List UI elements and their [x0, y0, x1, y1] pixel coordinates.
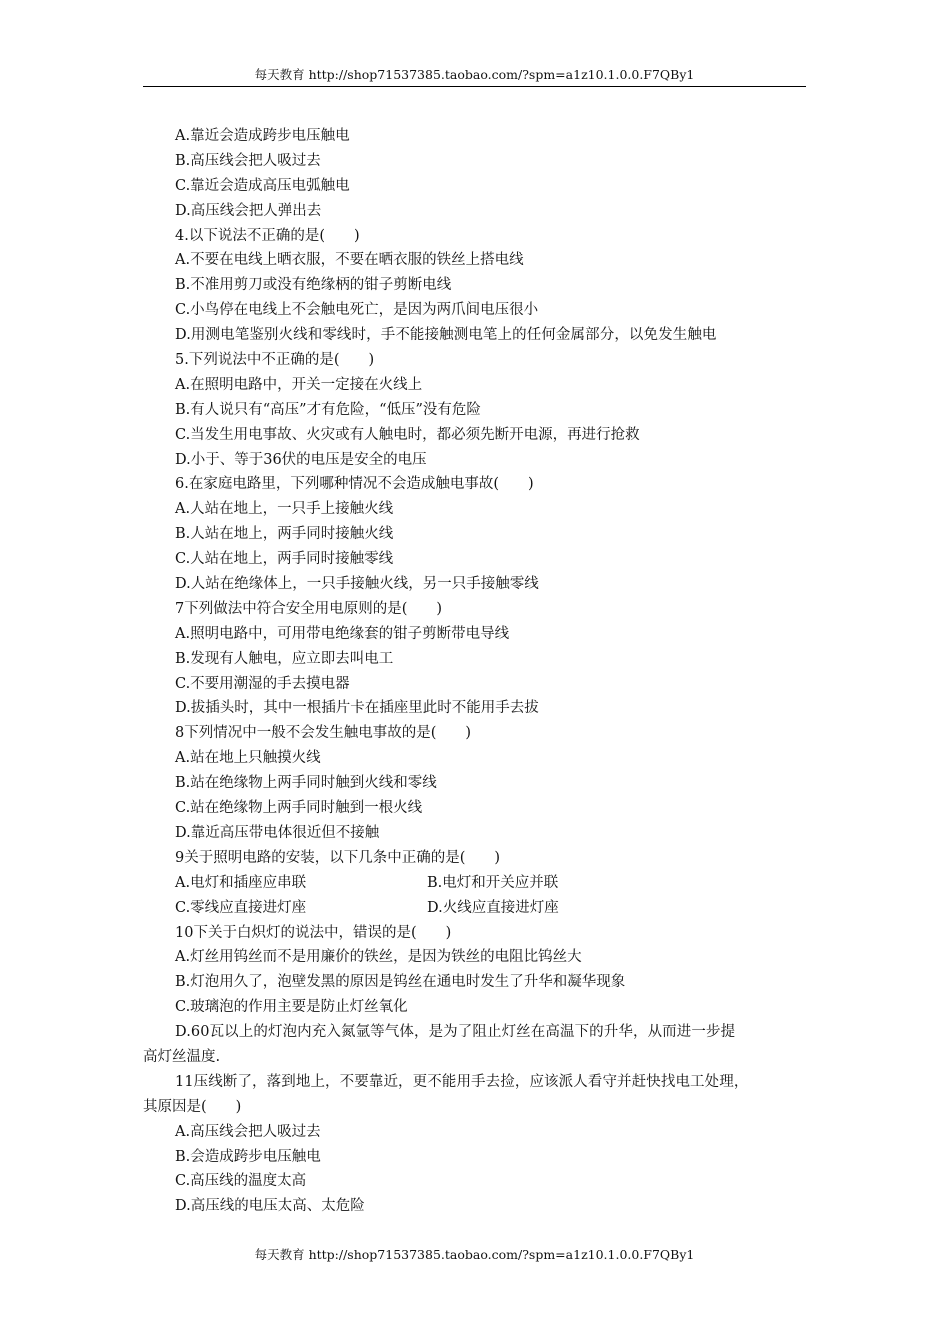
- q6-option-d: D.人站在绝缘体上，一只手接触火线，另一只手接触零线: [175, 576, 539, 593]
- q7-stem: 7下列做法中符合安全用电原则的是( ): [175, 600, 443, 617]
- q10-option-a: A.灯丝用钨丝而不是用廉价的铁丝，是因为铁丝的电阻比钨丝大: [175, 949, 582, 966]
- q8-option-c: C.站在绝缘物上两手同时触到一根火线: [175, 800, 423, 817]
- q8-option-d: D.靠近高压带电体很近但不接触: [175, 824, 380, 841]
- q11-option-a: A.高压线会把人吸过去: [175, 1123, 321, 1140]
- q9-option-c: C.零线应直接进灯座: [175, 899, 307, 916]
- q9-option-b: B.电灯和开关应并联: [427, 874, 559, 891]
- q5-option-d: D.小于、等于36伏的电压是安全的电压: [175, 451, 427, 468]
- q5-option-b: B.有人说只有“高压”才有危险，“低压”没有危险: [175, 401, 481, 418]
- q5-option-c: C.当发生用电事故、火灾或有人触电时，都必须先断开电源，再进行抢救: [175, 426, 640, 443]
- q5-stem: 5.下列说法中不正确的是( ): [175, 352, 375, 369]
- q9-options-row-1: [143, 871, 806, 896]
- q7-option-c: C.不要用潮湿的手去摸电器: [175, 675, 350, 692]
- q3-option-a: A.靠近会造成跨步电压触电: [175, 128, 350, 144]
- q11-option-d: D.高压线的电压太高、太危险: [175, 1198, 365, 1215]
- q4-stem: 4.以下说法不正确的是( ): [175, 227, 360, 244]
- q5-option-a: A.在照明电路中，开关一定接在火线上: [175, 376, 423, 393]
- q3-option-b: B.高压线会把人吸过去: [175, 152, 321, 169]
- q11-option-b: B.会造成跨步电压触电: [175, 1148, 321, 1165]
- q10-option-c: C.玻璃泡的作用主要是防止灯丝氧化: [175, 999, 408, 1016]
- q4-option-c: C.小鸟停在电线上不会触电死亡，是因为两爪间电压很小: [175, 302, 539, 319]
- page-header: 每天教育 http://shop71537385.taobao.com/?spm=a1z10.1.0.0.F7QBy1: [143, 66, 806, 87]
- q4-option-d: D.用测电笔鉴别火线和零线时，手不能接触测电笔上的任何金属部分，以免发生触电: [175, 327, 717, 344]
- q11-stem-line1: 11压线断了，落到地上，不要靠近，更不能用手去捡，应该派人看守并赶快找电工处理，: [175, 1073, 749, 1090]
- q3-option-d: D.高压线会把人弹出去: [175, 202, 322, 219]
- q4-option-a: A.不要在电线上晒衣服，不要在晒衣服的铁丝上搭电线: [175, 252, 524, 269]
- q8-stem: 8下列情况中一般不会发生触电事故的是( ): [175, 725, 472, 742]
- q7-option-b: B.发现有人触电，应立即去叫电工: [175, 650, 394, 667]
- q6-option-a: A.人站在地上，一只手上接触火线: [175, 501, 394, 518]
- q6-option-b: B.人站在地上，两手同时接触火线: [175, 526, 394, 543]
- q10-option-b: B.灯泡用久了，泡壁发黑的原因是钨丝在通电时发生了升华和凝华现象: [175, 974, 626, 991]
- question-content: [143, 124, 806, 1219]
- page-footer: 每天教育 http://shop71537385.taobao.com/?spm=a1z10.1.0.0.F7QBy1: [254, 1247, 695, 1262]
- q9-option-d: D.火线应直接进灯座: [427, 899, 559, 916]
- q6-stem: 6.在家庭电路里，下列哪种情况不会造成触电事故( ): [175, 476, 534, 493]
- q3-option-c: C.靠近会造成高压电弧触电: [175, 177, 350, 194]
- q4-option-b: B.不准用剪刀或没有绝缘柄的钳子剪断电线: [175, 277, 452, 294]
- q11-stem-line2: 其原因是( ): [143, 1098, 242, 1115]
- q9-option-a: A.电灯和插座应串联: [175, 874, 307, 891]
- q11-option-c: C.高压线的温度太高: [175, 1173, 307, 1190]
- q7-option-a: A.照明电路中，可用带电绝缘套的钳子剪断带电导线: [175, 625, 510, 642]
- q8-option-a: A.站在地上只触摸火线: [175, 750, 321, 767]
- q6-option-c: C.人站在地上，两手同时接触零线: [175, 551, 394, 568]
- q9-stem: 9关于照明电路的安装，以下几条中正确的是( ): [175, 849, 501, 866]
- q10-option-d-line2: 高灯丝温度.: [143, 1048, 221, 1065]
- q8-option-b: B.站在绝缘物上两手同时触到火线和零线: [175, 775, 437, 792]
- q10-option-d-line1: D.60瓦以上的灯泡内充入氮氩等气体，是为了阻止灯丝在高温下的升华，从而进一步提: [175, 1024, 736, 1041]
- q10-stem: 10下关于白炽灯的说法中，错误的是( ): [175, 924, 452, 941]
- q7-option-d: D.拔插头时，其中一根插片卡在插座里此时不能用手去拔: [175, 700, 539, 717]
- q9-options-row-2: [143, 896, 806, 921]
